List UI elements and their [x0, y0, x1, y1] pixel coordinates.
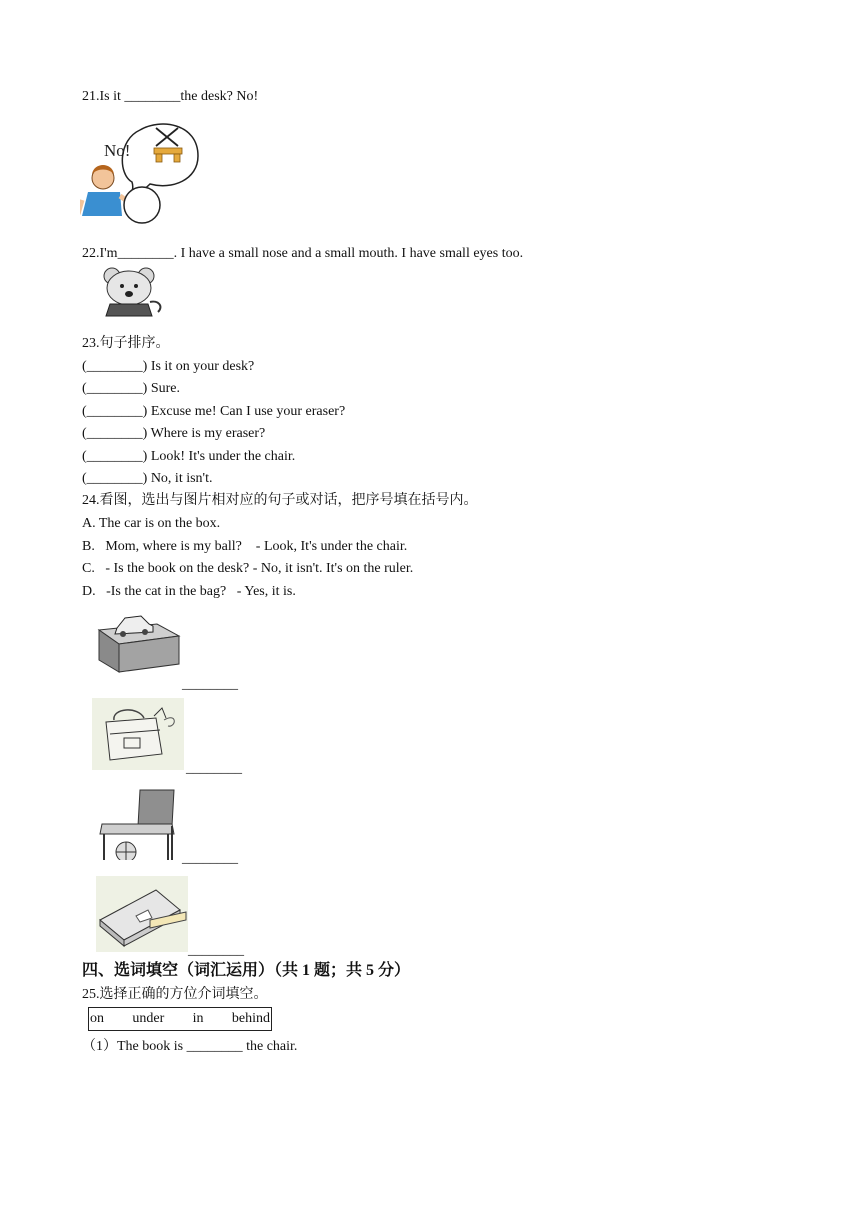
ball-under-chair-picture — [98, 788, 178, 860]
cat-in-bag-picture — [92, 698, 184, 770]
q23-item-6: (________) No, it isn't. — [82, 471, 213, 486]
q22-text: 22.I'm________. I have a small nose and a small mouth. I have small eyes too. — [82, 246, 524, 261]
q23-item-3: (________) Excuse me! Can I use your eraser? — [82, 404, 346, 419]
word-box — [88, 1007, 272, 1031]
q23-item-1: (________) Is it on your desk? — [82, 359, 255, 374]
speech-bubble-text: No! — [104, 141, 131, 160]
q24-blank-2[interactable]: ________ — [186, 761, 242, 776]
q24-blank-3[interactable]: ________ — [182, 851, 238, 866]
q23-item-4: (________) Where is my eraser? — [82, 426, 266, 441]
boy-ball-picture — [80, 118, 205, 226]
word-under: under — [132, 1011, 165, 1026]
q21-text: 21.Is it ________the desk? No! — [82, 89, 259, 104]
q25-item-1: （1）The book is ________ the chair. — [82, 1039, 298, 1054]
word-in: in — [192, 1011, 204, 1026]
q24-blank-1[interactable]: ________ — [182, 677, 238, 692]
word-behind: behind — [231, 1011, 270, 1026]
car-on-box-picture — [95, 610, 181, 674]
q25-title: 25.选择正确的方位介词填空。 — [82, 987, 268, 1002]
word-on: on — [90, 1011, 104, 1026]
q24-blank-4[interactable]: ________ — [188, 943, 244, 958]
q24-option-a: A. The car is on the box. — [82, 516, 221, 531]
section-4-heading: 四、选词填空（词汇运用）（共 1 题；共 5 分） — [82, 962, 411, 979]
q23-item-2: (________) Sure. — [82, 381, 180, 396]
q24-option-c: C. - Is the book on the desk? - No, it isn't. It's on the ruler. — [82, 561, 414, 576]
q24-title: 24.看图，选出与图片相对应的句子或对话，把序号填在括号内。 — [82, 493, 478, 508]
q23-title: 23.句子排序。 — [82, 336, 170, 351]
bear-picture — [100, 266, 170, 318]
q24-option-d: D. -Is the cat in the bag? - Yes, it is. — [82, 584, 296, 599]
book-on-ruler-picture — [96, 876, 188, 952]
q23-item-5: (________) Look! It's under the chair. — [82, 449, 296, 464]
q24-option-b: B. Mom, where is my ball? - Look, It's under the chair. — [82, 539, 408, 554]
